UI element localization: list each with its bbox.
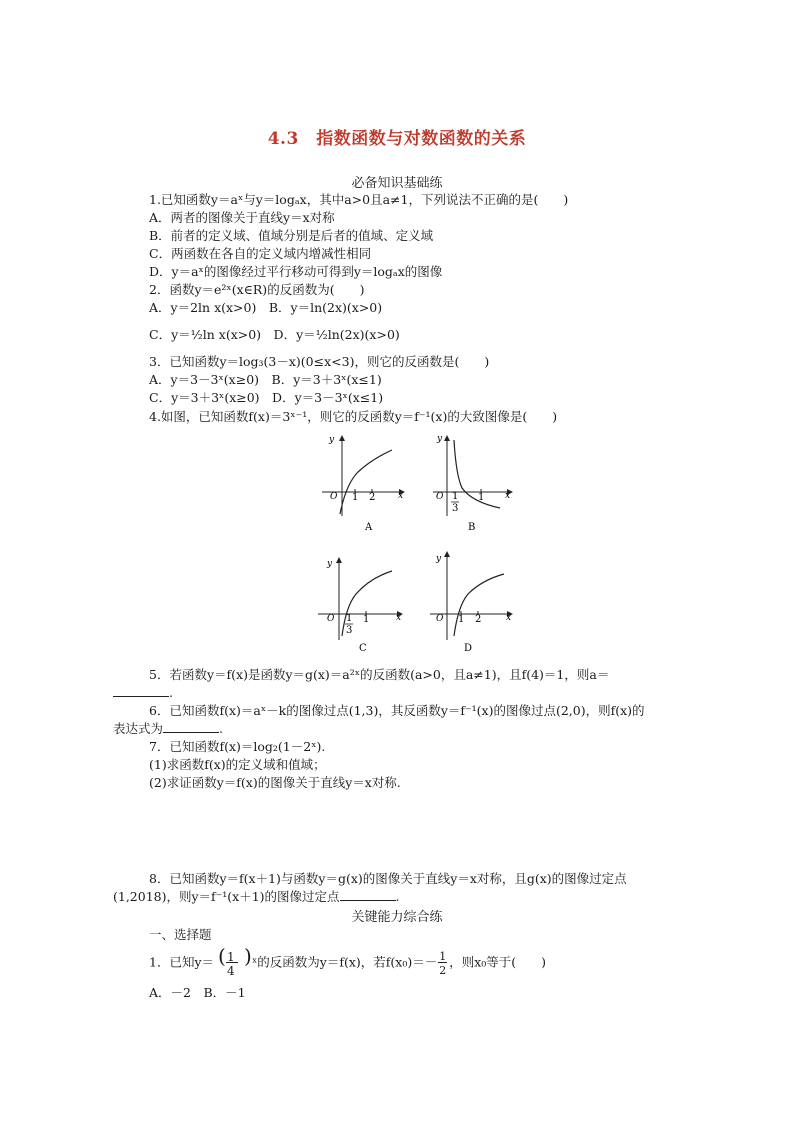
q2-stem: 2．函数y＝e²ˣ(x∈R)的反函数为( ) (149, 282, 365, 297)
graph-d-tick-2: 2 (475, 614, 482, 625)
graph-b-label: B (468, 522, 476, 533)
q7-part2: (2)求证函数y＝f(x)的图像关于直线y＝x对称. (149, 775, 401, 790)
q3-options-ab: A．y＝3－3ˣ(x≥0) B．y＝3＋3ˣ(x≤1) (149, 372, 382, 387)
q6-end: . (219, 721, 223, 736)
graph-d (430, 552, 512, 654)
graph-a-origin: O (330, 492, 338, 502)
k1-frac-den: 4 (227, 964, 235, 978)
graph-b-tick-third-num: 1 (452, 491, 459, 502)
graph-d-y-label: y (436, 554, 442, 564)
k1-half (437, 950, 449, 976)
k1-pre: 1．已知y＝ (149, 954, 215, 970)
graph-c (318, 558, 402, 654)
q8-end: . (395, 889, 400, 904)
q8-label: (1,2018)，则y＝f⁻¹(x＋1)的图像过定点 (113, 889, 340, 904)
q8-line1: 8．已知函数y＝f(x＋1)与函数y＝g(x)的图像关于直线y＝x对称，且g(x)的图像过定点 (149, 871, 627, 886)
graph-b-x-label: x (505, 491, 511, 501)
q8-answer-blank[interactable] (340, 888, 396, 901)
q5-end: . (169, 685, 173, 700)
k1-fraction: ( 1 4 ) (218, 944, 252, 978)
k1-half-den: 2 (439, 964, 447, 977)
q5-line1: 5．若函数y＝f(x)是函数y＝g(x)＝a²ˣ的反函数(a>0，且a≠1)，且f(4)＝1，则a＝ (149, 667, 610, 682)
graph-b (433, 434, 512, 533)
q1-option-a: A．两者的图像关于直线y＝x对称 (149, 210, 335, 225)
k1-options-ab: A．－2 B．－1 (149, 985, 246, 1000)
graph-b-tick-third-den: 3 (452, 503, 459, 514)
graph-c-x-label: x (396, 613, 402, 623)
graph-d-label: D (464, 643, 473, 654)
q7-part1: (1)求函数f(x)的定义域和值域； (149, 757, 326, 772)
k1-frac-num: 1 (227, 950, 235, 964)
k1-stem (149, 944, 679, 978)
graph-a-curve (340, 450, 392, 514)
graph-b-origin: O (436, 492, 444, 502)
q1-option-d: D．y＝aˣ的图像经过平行移动可得到y＝logₐx的图像 (149, 264, 443, 279)
graph-a (322, 435, 404, 533)
section-heading-basic: 必备知识基础练 (351, 176, 443, 191)
graph-a-y-label: y (329, 435, 335, 445)
graph-d-origin: O (436, 614, 444, 624)
q3-stem: 3．已知函数y＝log₃(3－x)(0≤x<3)，则它的反函数是( ) (149, 354, 490, 369)
q4-stem: 4.如图，已知函数f(x)＝3ˣ⁻¹，则它的反函数y＝f⁻¹(x)的大致图像是( ) (149, 409, 558, 424)
q6-line1: 6．已知函数f(x)＝aˣ－k的图像过点(1,3)，其反函数y＝f⁻¹(x)的图像过点(2,0)，则f(x)的 (149, 703, 645, 718)
graph-a-tick-1: 1 (352, 492, 359, 503)
q1-option-b: B．前者的定义域、值域分别是后者的值域、定义域 (149, 228, 434, 243)
graph-d-tick-1: 1 (458, 614, 465, 625)
part-choice-heading: 一、选择题 (149, 927, 212, 942)
q6-answer-blank[interactable] (163, 720, 219, 733)
page-title: 4.3 指数函数与对数函数的关系 (267, 129, 527, 149)
k1-post: ˣ的反函数为y＝f(x)，若f(x₀)＝－ (252, 954, 438, 970)
q1-option-c: C．两函数在各自的定义域内增减性相同 (149, 246, 372, 261)
k1-tail: ，则x₀等于( ) (449, 954, 547, 970)
q2-options-cd: C．y＝½ln x(x>0) D．y＝½ln(2x)(x>0) (149, 327, 400, 342)
graph-c-tick-1: 1 (363, 614, 370, 625)
graph-c-y-label: y (327, 559, 333, 569)
section-heading-ability: 关键能力综合练 (351, 910, 443, 925)
graph-b-tick-1: 1 (478, 492, 485, 503)
q3-options-cd: C．y＝3＋3ˣ(x≥0) D．y＝3－3ˣ(x≤1) (149, 390, 384, 405)
q2-options-ab: A．y＝2ln x(x>0) B．y＝ln(2x)(x>0) (149, 300, 383, 315)
q1-stem: 1.已知函数y＝aˣ与y＝logₐx，其中a>0且a≠1，下列说法不正确的是( ) (149, 192, 569, 207)
graph-d-x-label: x (506, 613, 512, 623)
graph-a-x-label: x (398, 491, 404, 501)
graph-c-curve (342, 571, 392, 636)
graph-a-tick-2: 2 (369, 492, 376, 503)
graph-b-curve (454, 440, 500, 508)
q8-line2 (113, 888, 643, 906)
graph-d-curve (454, 574, 504, 636)
graph-c-tick-third-den: 3 (346, 625, 353, 636)
q5-answer-blank[interactable] (113, 684, 169, 697)
graph-a-label: A (365, 522, 373, 533)
q7-stem: 7．已知函数f(x)＝log₂(1－2ˣ). (149, 739, 326, 754)
graph-c-tick-third-num: 1 (346, 613, 353, 624)
graph-c-label: C (359, 643, 367, 654)
q5-line2 (113, 684, 643, 702)
k1-half-num: 1 (439, 950, 447, 963)
q6-line2 (113, 720, 643, 738)
q6-label: 表达式为 (113, 721, 164, 736)
graph-b-y-label: y (437, 434, 443, 444)
graph-c-origin: O (327, 614, 335, 624)
